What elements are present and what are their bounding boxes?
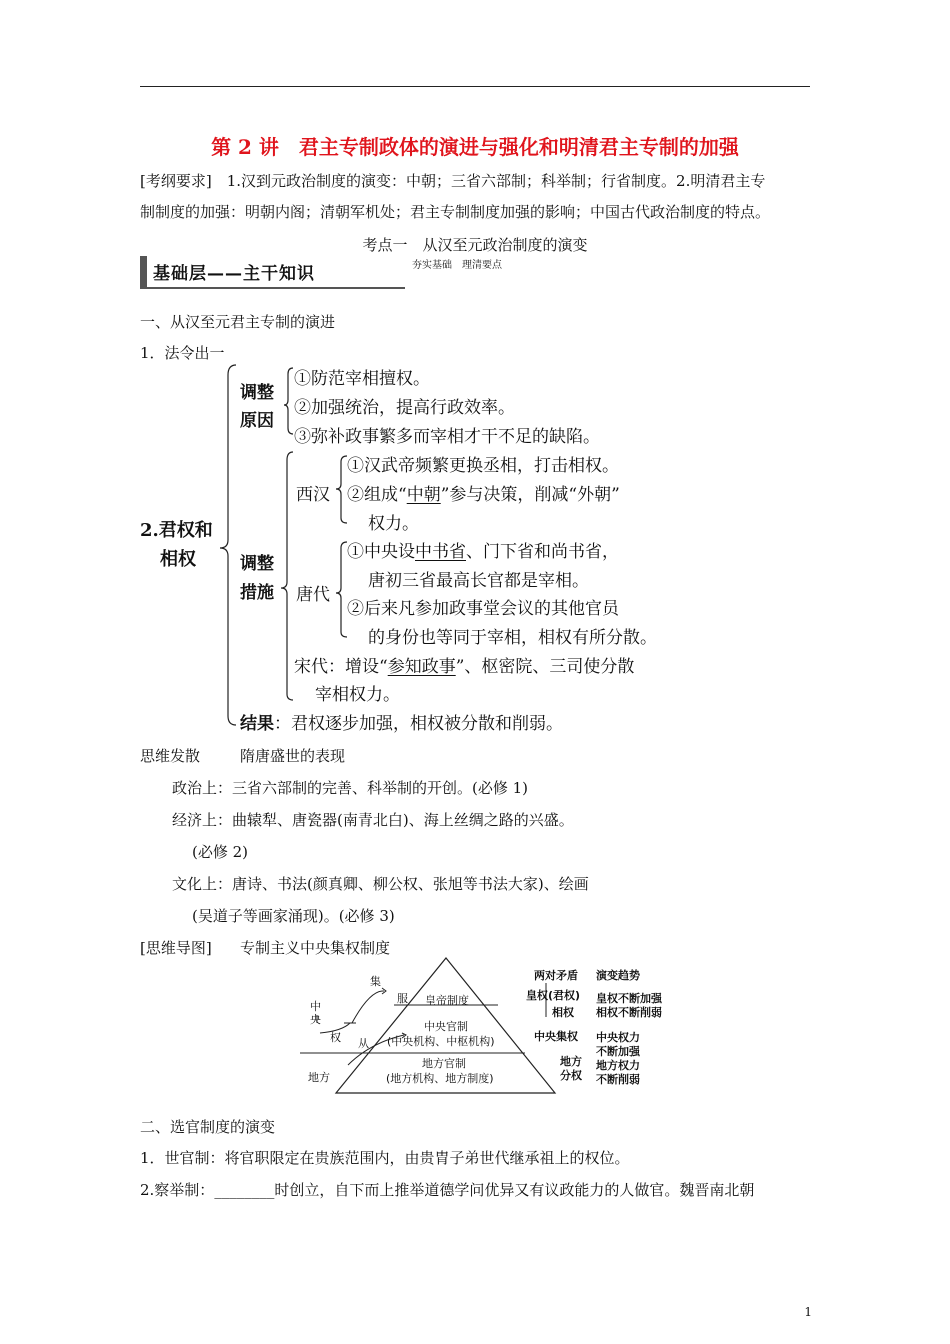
mm-r2g: 不断削弱 (596, 1073, 640, 1086)
measure-label-2: 措施 (240, 583, 274, 603)
siwei-economy-note: (必修 2) (192, 843, 249, 861)
jichu-sublabel: 夯实基础 理清要点 (412, 260, 502, 271)
measure-label-1: 调整 (240, 554, 274, 574)
item-1: 1．法令出一 (140, 344, 225, 362)
s2-blank: ________ (214, 1181, 275, 1199)
s2-item-2: 2.察举制：________时创立，自下而上推举道德学问优异又有议政能力的人做官。魏晋南北朝 (140, 1181, 755, 1199)
siwei-culture: 文化上：唐诗、书法(颜真卿、柳公权、张旭等书法大家)、绘画 (172, 875, 589, 893)
section-2-heading: 二、选官制度的演变 (140, 1118, 276, 1136)
mm-r1d: 相权不断削弱 (596, 1006, 662, 1019)
mm-layer-2a: 中央官制 (424, 1020, 468, 1033)
mm-layer-2b: (中央机构、中枢机构) (387, 1035, 495, 1048)
siwei-topic: 隋唐盛世的表现 (240, 747, 346, 765)
song-point-cont: 宰相权力。 (315, 685, 400, 705)
zhongshusheng-term: 中书省 (415, 542, 466, 562)
tangdai-label: 唐代 (296, 585, 330, 605)
mm-r2c: 分权 (560, 1069, 582, 1082)
page-number: 1 (804, 1305, 812, 1319)
tang-point-1: ①中央设中书省、门下省和尚书省， (347, 542, 619, 562)
canzhizhengshi-term: 参知政事 (387, 657, 456, 677)
song-point: 宋代：增设“参知政事”、枢密院、三司使分散 (294, 657, 635, 677)
section-1-heading: 一、从汉至元君主专制的演进 (140, 313, 336, 331)
root-label-1: 2.君权和 (140, 520, 213, 541)
reason-label-2: 原因 (240, 411, 274, 431)
siwei-politics: 政治上：三省六部制的完善、科举制的开创。(必修 1) (172, 779, 529, 797)
result-line: 结果：君权逐步加强，相权被分散和削弱。 (240, 714, 563, 734)
siwei-culture-note: (吴道子等画家涌现)。(必修 3) (192, 907, 395, 925)
mm-r2b: 地方 (560, 1055, 582, 1068)
mm-layer-3b: (地方机构、地方制度) (386, 1072, 494, 1085)
reason-2: ②加强统治，提高行政效率。 (294, 398, 515, 418)
syllabus-line-1: [考纲要求] 1.汉到元政治制度的演变：中朝；三省六部制；科举制；行省制度。2.明清君主专 (140, 172, 766, 190)
pyramid-diagram (300, 955, 700, 1100)
tang-point-2-cont: 的身份也等同于宰相，相权有所分散。 (368, 628, 657, 648)
reason-1: ①防范宰相擅权。 (294, 369, 430, 389)
xihan-label: 西汉 (296, 485, 330, 505)
xihan-point-2: ②组成“中朝”参与决策，削减“外朝” (347, 485, 620, 505)
syllabus-line-2: 制制度的加强：明朝内阁；清朝军机处；君主专制制度加强的影响；中国古代政治制度的特点。 (140, 203, 771, 221)
xihan-point-1: ①汉武帝频繁更换丞相，打击相权。 (347, 456, 619, 476)
mm-yang: 央 (310, 1013, 321, 1026)
siwei-economy: 经济上：曲辕犁、唐瓷器(南青北白)、海上丝绸之路的兴盛。 (172, 811, 574, 829)
mindmap-label: [思维导图] (140, 939, 212, 957)
mm-r2a: 中央集权 (534, 1030, 578, 1043)
mm-r1a: 皇权(君权) (526, 989, 581, 1002)
tang-point-2: ②后来凡参加政事堂会议的其他官员 (347, 599, 619, 619)
zhongchao-term: 中朝 (406, 485, 441, 505)
mm-r2f: 地方权力 (596, 1059, 640, 1072)
mm-right-head-2: 演变趋势 (596, 969, 640, 982)
mm-zhong: 中 (310, 1000, 321, 1013)
root-label-2: 相权 (160, 549, 196, 570)
mm-r2e: 不断加强 (596, 1045, 640, 1058)
xihan-point-2-cont: 权力。 (368, 514, 419, 534)
mm-r1c: 皇权不断加强 (596, 992, 662, 1005)
mindmap-topic: 专制主义中央集权制度 (240, 939, 391, 957)
mm-quan: 权 (330, 1031, 341, 1044)
mm-right-head-1: 两对矛盾 (534, 969, 578, 982)
mm-fu: 服 (397, 992, 408, 1005)
mm-r2d: 中央权力 (596, 1031, 640, 1044)
mm-ji: 集 (370, 975, 381, 988)
siwei-label: 思维发散 (140, 747, 201, 765)
mm-difang: 地方 (308, 1071, 330, 1084)
tang-point-1-cont: 唐初三省最高长官都是宰相。 (368, 571, 589, 591)
reason-3: ③弥补政事繁多而宰相才干不足的缺陷。 (294, 427, 600, 447)
s2-item-1: 1．世官制：将官职限定在贵族范围内，由贵胄子弟世代继承祖上的权位。 (140, 1149, 630, 1167)
mm-layer-3a: 地方官制 (422, 1057, 466, 1070)
page-title: 第 2 讲 君主专制政体的演进与强化和明清君主专制的加强 (211, 135, 739, 159)
mm-r1b: 相权 (552, 1006, 574, 1019)
jichu-label: 基础层——主干知识 (153, 264, 315, 284)
mm-cong: 从 (358, 1037, 369, 1050)
reason-label-1: 调整 (240, 383, 274, 403)
kaodian-heading: 考点一 从汉至元政治制度的演变 (362, 236, 588, 254)
mm-layer-1: 皇帝制度 (425, 994, 469, 1007)
